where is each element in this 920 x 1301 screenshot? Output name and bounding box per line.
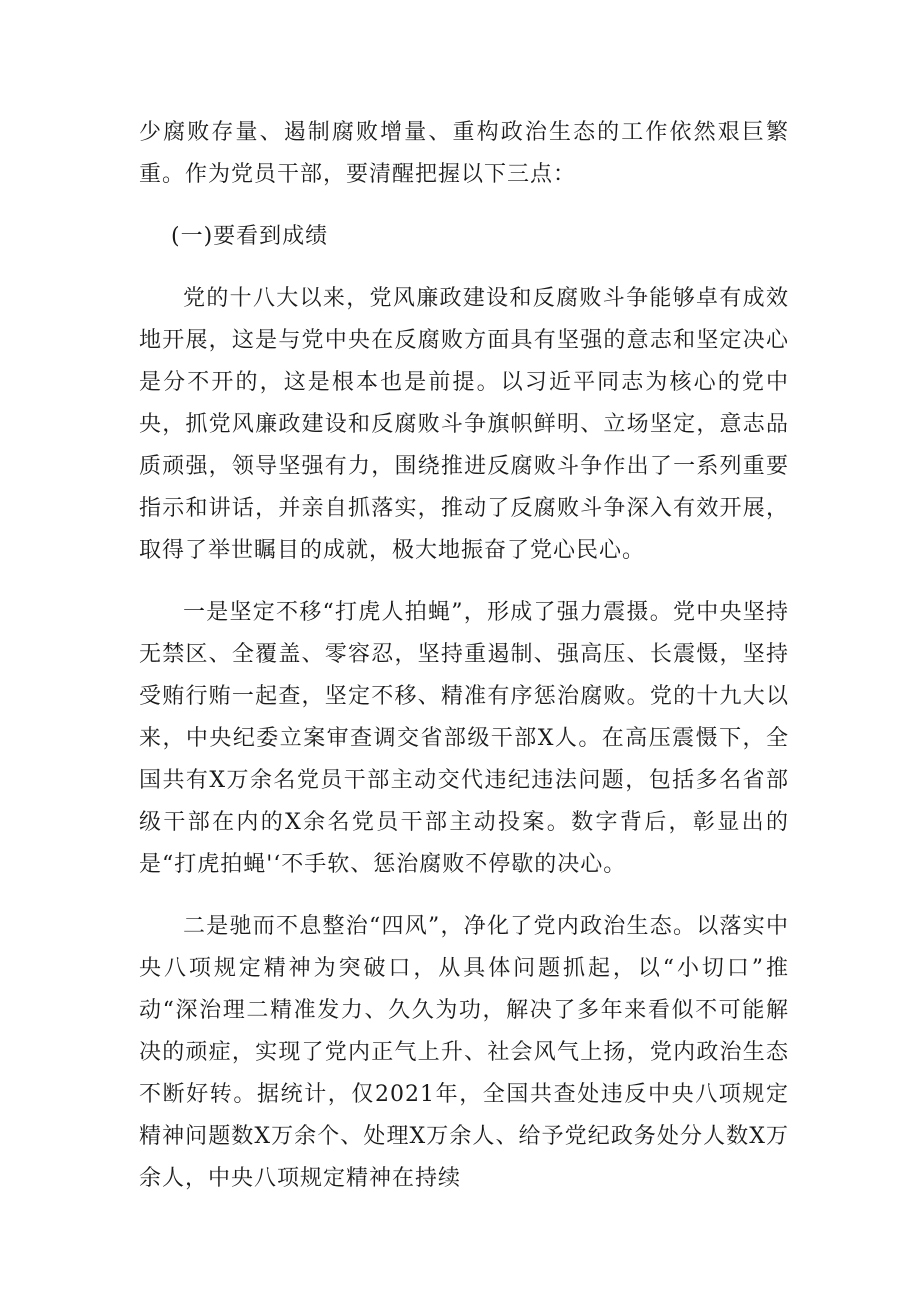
document-body — [139, 112, 789, 1200]
paragraph-point-two: 二是驰而不息整治“四风”，净化了党内政治生态。以落实中央八项规定精神为突破口，从具体问题抓起，以“小切口”推动“深治理二精准发力、久久为功，解决了多年来看似不可能解决的顽症，实现了党内正气上升、社会风气上扬，党内政治生态不断好转。据统计，仅2021年，全国共查处违反中央八项规定精神问题数X万余个、处理X万余人、给予党纪政务处分人数X万余人，中央八项规定精神在持续 — [139, 914, 789, 1191]
paragraph-point-one: 一是坚定不移“打虎人拍蝇”，形成了强力震摄。党中央坚持无禁区、全覆盖、零容忍，坚持重遏制、强高压、长震慑，坚持受贿行贿一起查，坚定不移、精准有序惩治腐败。党的十九大以来，中央纪委立案审查调交省部级干部X人。在高压震慑下，全国共有X万余名党员干部主动交代违纪违法问题，包括多名省部级干部在内的X余名党员干部主动投案。数字背后，彰显出的是“打虎拍蝇'‘不手软、惩治腐败不停歇的决心。 — [139, 600, 789, 877]
section-heading: (一)要看到成绩 — [171, 224, 329, 249]
paragraph-intro: 少腐败存量、遏制腐败增量、重构政治生态的工作依然艰巨繁重。作为党员干部，要清醒把握以下三点： — [139, 120, 789, 187]
paragraph-achievements: 党的十八大以来，党风廉政建设和反腐败斗争能够卓有成效地开展，这是与党中央在反腐败方面具有坚强的意志和坚定决心是分不开的，这是根本也是前提。以习近平同志为核心的党中央，抓党风廉政建设和反腐败斗争旗帜鲜明、立场坚定，意志品质顽强，领导坚强有力，围绕推进反腐败斗争作出了一系列重要指示和讲话，并亲自抓落实，推动了反腐败斗争深入有效开展，取得了举世瞩目的成就，极大地振奋了党心民心。 — [139, 286, 789, 563]
